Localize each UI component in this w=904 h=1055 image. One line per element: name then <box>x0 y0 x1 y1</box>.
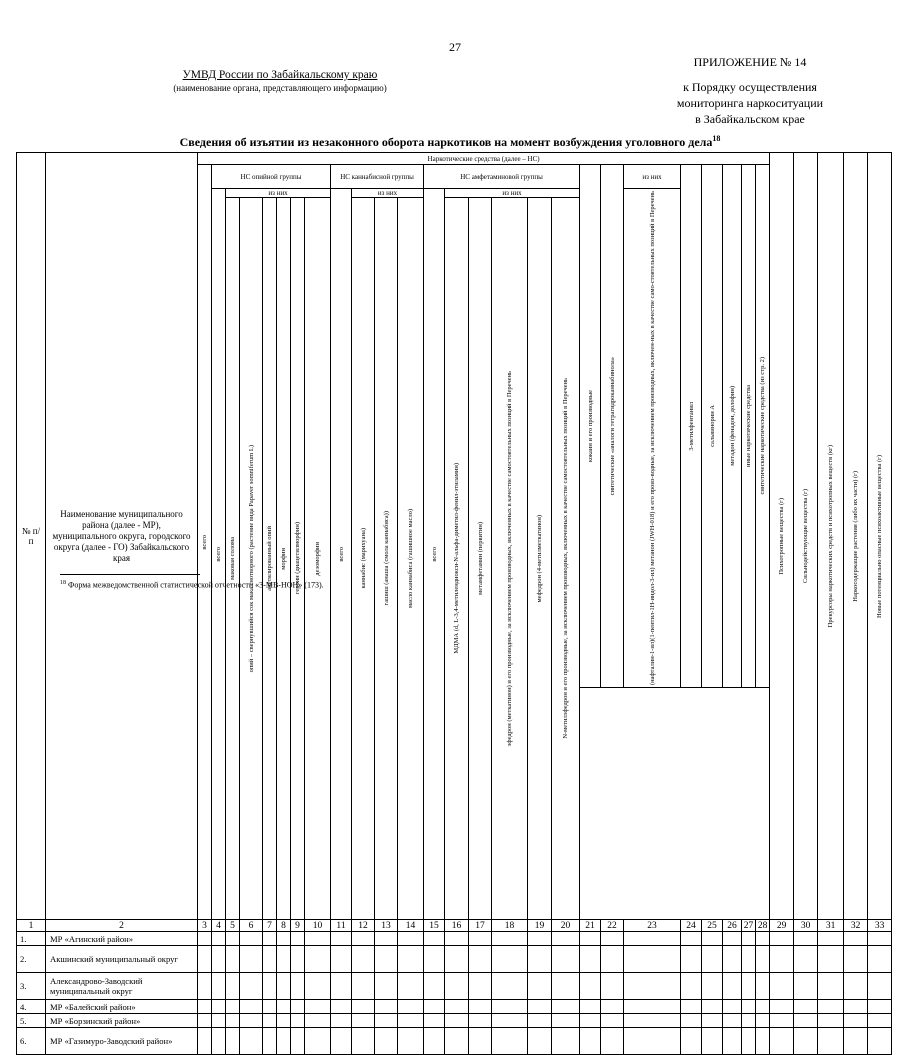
header-cocaine: кокаин и его производные <box>580 165 601 688</box>
data-cell <box>742 1028 756 1055</box>
header-psychotropic: Психотропные вещества (г) <box>770 153 794 920</box>
data-cell <box>844 932 868 946</box>
appendix-line-3: в Забайкальском крае <box>695 112 805 126</box>
data-cell <box>681 1014 702 1028</box>
data-cell <box>424 1014 445 1028</box>
data-cell <box>331 1000 352 1014</box>
data-cell <box>212 1014 226 1028</box>
organization-block <box>110 69 450 95</box>
data-cell <box>424 946 445 973</box>
appendix-header <box>640 54 860 127</box>
data-cell <box>352 973 375 1000</box>
data-cell <box>624 1000 681 1014</box>
data-cell <box>580 973 601 1000</box>
data-cell <box>424 1028 445 1055</box>
header-cannabis-group: НС каннабисной группы <box>331 165 424 189</box>
data-cell <box>198 1028 212 1055</box>
data-cell <box>742 973 756 1000</box>
data-cell <box>240 946 263 973</box>
footnote-text: Форма межведомственной статистической отчетности «3-МВ-НОН» (173). <box>66 580 324 590</box>
data-cell <box>702 946 723 973</box>
data-cell <box>240 932 263 946</box>
data-cell <box>398 973 424 1000</box>
data-cell <box>624 1014 681 1028</box>
data-cell <box>844 973 868 1000</box>
data-cell <box>375 1000 398 1014</box>
data-cell <box>424 932 445 946</box>
data-cell <box>844 1014 868 1028</box>
document-title <box>70 134 830 150</box>
header-amph-group: НС амфетаминовой группы <box>424 165 580 189</box>
data-cell <box>375 1028 398 1055</box>
data-cell <box>277 1000 291 1014</box>
data-cell <box>702 932 723 946</box>
header-precursors: Прекурсоры наркотических средств и психотропных веществ (кг) <box>818 153 844 920</box>
data-cell <box>601 1028 624 1055</box>
data-cell <box>681 1028 702 1055</box>
data-cell <box>702 1028 723 1055</box>
header-synth-cannab: синтетические «аналоги тетрагидроканнабинола» <box>601 165 624 688</box>
data-cell <box>375 1014 398 1028</box>
data-cell <box>770 932 794 946</box>
data-cell <box>492 1014 528 1028</box>
data-cell <box>212 1028 226 1055</box>
header-opiate-1: маковая солома <box>226 198 240 920</box>
data-cell <box>226 946 240 973</box>
data-cell <box>305 1028 331 1055</box>
data-cell <box>445 1000 469 1014</box>
data-cell <box>580 1014 601 1028</box>
data-cell <box>226 1014 240 1028</box>
data-cell <box>212 946 226 973</box>
header-jwh018: (нафталин-1-ил)(1-пентил-1Н-индол-3-ил) метанон (JWH-018) и его произ-водные, за исключением производных, включен-ных в качестве само-стоятельных позиций в Перечень <box>624 189 681 688</box>
data-cell <box>624 1028 681 1055</box>
seizure-table <box>16 152 892 1055</box>
data-cell <box>770 1000 794 1014</box>
row-name: Акшинский муниципальный округ <box>46 946 198 973</box>
data-cell <box>702 1014 723 1028</box>
data-cell <box>469 1014 492 1028</box>
row-number: 5. <box>17 1014 46 1028</box>
data-cell <box>742 932 756 946</box>
data-cell <box>198 932 212 946</box>
data-cell <box>331 1014 352 1028</box>
data-cell <box>601 1000 624 1014</box>
data-cell <box>212 932 226 946</box>
footnote-ref: 18 <box>60 580 66 586</box>
header-amph-3: эфедрон (меткатинон) и его производные, за исключением производных, включенных в качестве самостоятельных позиций в Перечень <box>492 198 528 920</box>
header-plants: Наркосодержащие растения (либо их части) (г) <box>844 153 868 920</box>
data-cell <box>528 973 552 1000</box>
data-cell <box>794 1028 818 1055</box>
data-cell <box>212 1000 226 1014</box>
data-cell <box>492 1000 528 1014</box>
appendix-line-1: к Порядку осуществления <box>683 80 817 94</box>
data-cell <box>277 973 291 1000</box>
data-cell <box>580 932 601 946</box>
data-cell <box>375 932 398 946</box>
data-cell <box>291 1000 305 1014</box>
data-cell <box>624 973 681 1000</box>
data-cell <box>198 973 212 1000</box>
header-total-ns: всего <box>198 165 212 920</box>
data-cell <box>742 946 756 973</box>
data-cell <box>552 1014 580 1028</box>
data-cell <box>868 973 892 1000</box>
data-cell <box>552 973 580 1000</box>
header-opiate-3: ацетилированный опий <box>263 198 277 920</box>
data-cell <box>226 973 240 1000</box>
organization-name: УМВД России по Забайкальскому краю <box>182 69 378 81</box>
data-cell <box>263 1028 277 1055</box>
data-cell <box>398 1000 424 1014</box>
data-cell <box>580 1000 601 1014</box>
data-cell <box>352 932 375 946</box>
data-cell <box>601 973 624 1000</box>
data-cell <box>794 932 818 946</box>
data-cell <box>277 932 291 946</box>
table-row <box>17 1014 892 1028</box>
table-row <box>17 932 892 946</box>
data-cell <box>305 946 331 973</box>
header-opiate-5: героин (диацетилморфин) <box>291 198 305 920</box>
data-cell <box>681 932 702 946</box>
header-methylfentanyl: 3-метилфентанил <box>681 165 702 688</box>
table-row <box>17 946 892 973</box>
data-cell <box>723 1028 742 1055</box>
data-cell <box>681 973 702 1000</box>
data-cell <box>305 1014 331 1028</box>
data-cell <box>723 1014 742 1028</box>
data-cell <box>263 946 277 973</box>
data-cell <box>756 1000 770 1014</box>
data-cell <box>198 1014 212 1028</box>
data-cell <box>868 946 892 973</box>
title-footnote-ref: 18 <box>712 134 721 143</box>
header-opiate-4: морфин <box>277 198 291 920</box>
data-cell <box>844 946 868 973</box>
data-cell <box>398 1014 424 1028</box>
header-cannabis-3: масло каннабиса (гашишное масло) <box>398 198 424 920</box>
header-of-them-amph: из них <box>445 189 580 198</box>
data-cell <box>756 946 770 973</box>
row-name: Александрово-Заводский муниципальный округ <box>46 973 198 1000</box>
header-potent: Сильнодействующие вещества (г) <box>794 153 818 920</box>
data-cell <box>305 932 331 946</box>
data-cell <box>580 946 601 973</box>
data-cell <box>352 946 375 973</box>
header-amph-2: метамфетамин (первитин) <box>469 198 492 920</box>
data-cell <box>240 1028 263 1055</box>
header-other-ns: иные наркотические средства <box>742 165 756 688</box>
data-cell <box>794 1014 818 1028</box>
data-cell <box>723 946 742 973</box>
data-cell <box>552 1028 580 1055</box>
data-cell <box>398 932 424 946</box>
column-number-row: 1 2 3 4 5 6 7 8 9 10 11 12 13 14 15 16 17 18 19 20 21 22 23 24 25 26 27 28 29 30 31 32 33 <box>17 920 892 932</box>
data-cell <box>291 1028 305 1055</box>
data-cell <box>723 1000 742 1014</box>
data-cell <box>424 1000 445 1014</box>
data-cell <box>770 946 794 973</box>
data-cell <box>352 1028 375 1055</box>
header-of-them-synth: из них <box>624 165 681 189</box>
header-amph-1: МДМА (d, L-3,4-метилендиокси-N-альфа-диметил-фенил-этиламин) <box>445 198 469 920</box>
data-cell <box>277 946 291 973</box>
header-opiate-group: НС опийной группы <box>212 165 331 189</box>
data-cell <box>844 1000 868 1014</box>
row-number: 6. <box>17 1028 46 1055</box>
row-name: МР «Агинский район» <box>46 932 198 946</box>
header-of-them-cannabis: из них <box>352 189 424 198</box>
data-cell <box>291 932 305 946</box>
data-cell <box>492 1028 528 1055</box>
data-cell <box>868 932 892 946</box>
appendix-title: ПРИЛОЖЕНИЕ № 14 <box>693 55 807 69</box>
table-row <box>17 1028 892 1055</box>
title-text: Сведения об изъятии из незаконного оборота наркотиков на момент возбуждения уголовного дела <box>179 135 713 149</box>
data-cell <box>375 973 398 1000</box>
data-cell <box>445 973 469 1000</box>
data-cell <box>723 932 742 946</box>
header-ns-group: Наркотические средства (далее – НС) <box>198 153 770 165</box>
data-cell <box>469 973 492 1000</box>
data-cell <box>198 946 212 973</box>
data-cell <box>528 932 552 946</box>
data-cell <box>528 946 552 973</box>
data-cell <box>424 973 445 1000</box>
footnote-separator <box>60 574 200 575</box>
header-synth-ns: синтетические наркотические средства (из стр. 2) <box>756 165 770 688</box>
data-cell <box>756 1014 770 1028</box>
data-cell <box>528 1000 552 1014</box>
data-cell <box>198 1000 212 1014</box>
data-cell <box>844 1028 868 1055</box>
page-number: 27 <box>449 40 461 54</box>
data-cell <box>277 1014 291 1028</box>
data-cell <box>212 973 226 1000</box>
data-cell <box>291 1014 305 1028</box>
data-cell <box>331 946 352 973</box>
data-cell <box>756 973 770 1000</box>
header-opiate-2: опий – свернувшийся сок мака снотворного (растение вида Papaver somniferum L) <box>240 198 263 920</box>
data-cell <box>868 1000 892 1014</box>
header-total-amph: всего <box>424 189 445 920</box>
data-cell <box>794 1000 818 1014</box>
footnote <box>60 580 560 590</box>
header-cannabis-2: гашиш (анаша (смола каннабиса)) <box>375 198 398 920</box>
data-cell <box>818 973 844 1000</box>
data-cell <box>770 973 794 1000</box>
data-cell <box>305 1000 331 1014</box>
data-cell <box>818 1014 844 1028</box>
data-cell <box>492 932 528 946</box>
data-cell <box>681 946 702 973</box>
organization-caption: (наименование органа, представляющего информацию) <box>173 83 387 93</box>
header-salvinorin: сальвинорин А <box>702 165 723 688</box>
data-cell <box>868 1028 892 1055</box>
table-row <box>17 1000 892 1014</box>
data-cell <box>770 1028 794 1055</box>
header-methadone: метадон (фенадон, долофин) <box>723 165 742 688</box>
header-total-opiate: всего <box>212 189 226 920</box>
data-cell <box>492 946 528 973</box>
data-cell <box>331 973 352 1000</box>
data-cell <box>291 946 305 973</box>
data-cell <box>291 973 305 1000</box>
header-total-cannabis: всего <box>331 189 352 920</box>
data-cell <box>263 932 277 946</box>
row-name: МР «Борзинский район» <box>46 1014 198 1028</box>
header-new-psy: Новые потенциально опасные психоактивные вещества (г) <box>868 153 892 920</box>
data-cell <box>528 1028 552 1055</box>
data-cell <box>681 1000 702 1014</box>
data-cell <box>445 1014 469 1028</box>
data-cell <box>469 1000 492 1014</box>
data-cell <box>818 946 844 973</box>
data-cell <box>601 932 624 946</box>
data-cell <box>469 1028 492 1055</box>
row-name: МР «Газимуро-Заводский район» <box>46 1028 198 1055</box>
row-number: 4. <box>17 1000 46 1014</box>
row-number: 1. <box>17 932 46 946</box>
data-cell <box>601 1014 624 1028</box>
data-cell <box>552 946 580 973</box>
data-cell <box>263 1014 277 1028</box>
row-number: 2. <box>17 946 46 973</box>
data-cell <box>868 1014 892 1028</box>
header-cannabis-1: каннабис (марихуана) <box>352 198 375 920</box>
header-opiate-6: дезоморфин <box>305 198 331 920</box>
data-cell <box>528 1014 552 1028</box>
header-amph-5: N-метилэфедрон и его производные, за исключением производных, включенных в качестве самостоятельных позиций в Перечень <box>552 198 580 920</box>
data-cell <box>794 946 818 973</box>
data-cell <box>624 946 681 973</box>
data-cell <box>723 973 742 1000</box>
data-cell <box>492 973 528 1000</box>
data-cell <box>580 1028 601 1055</box>
data-cell <box>624 932 681 946</box>
row-name: МР «Балейский район» <box>46 1000 198 1014</box>
data-cell <box>818 1000 844 1014</box>
data-cell <box>469 946 492 973</box>
data-cell <box>263 1000 277 1014</box>
data-cell <box>445 932 469 946</box>
appendix-line-2: мониторинга наркоситуации <box>676 96 824 110</box>
data-cell <box>398 1028 424 1055</box>
data-cell <box>398 946 424 973</box>
data-cell <box>352 1000 375 1014</box>
header-name: Наименование муниципального района (далее - МР), муниципального округа, городского округа (далее - ГО) Забайкальского края <box>46 153 198 920</box>
table-row <box>17 973 892 1000</box>
row-number: 3. <box>17 973 46 1000</box>
data-cell <box>818 1028 844 1055</box>
data-cell <box>469 932 492 946</box>
data-cell <box>375 946 398 973</box>
data-cell <box>331 932 352 946</box>
data-cell <box>226 932 240 946</box>
data-cell <box>445 1028 469 1055</box>
data-cell <box>352 1014 375 1028</box>
data-cell <box>794 973 818 1000</box>
data-cell <box>756 1028 770 1055</box>
data-cell <box>742 1000 756 1014</box>
data-cell <box>552 1000 580 1014</box>
data-cell <box>263 973 277 1000</box>
header-num: № п/п <box>17 153 46 920</box>
data-cell <box>331 1028 352 1055</box>
data-cell <box>240 1014 263 1028</box>
data-cell <box>226 1028 240 1055</box>
data-cell <box>445 946 469 973</box>
data-cell <box>305 973 331 1000</box>
data-cell <box>742 1014 756 1028</box>
data-cell <box>277 1028 291 1055</box>
data-cell <box>702 973 723 1000</box>
data-cell <box>601 946 624 973</box>
header-of-them-opiate: из них <box>226 189 331 198</box>
data-cell <box>552 932 580 946</box>
header-amph-4: мефедрон (4-метилметкатинон) <box>528 198 552 920</box>
data-cell <box>770 1014 794 1028</box>
data-cell <box>226 1000 240 1014</box>
data-cell <box>756 932 770 946</box>
data-cell <box>240 973 263 1000</box>
data-cell <box>240 1000 263 1014</box>
data-cell <box>818 932 844 946</box>
data-cell <box>702 1000 723 1014</box>
